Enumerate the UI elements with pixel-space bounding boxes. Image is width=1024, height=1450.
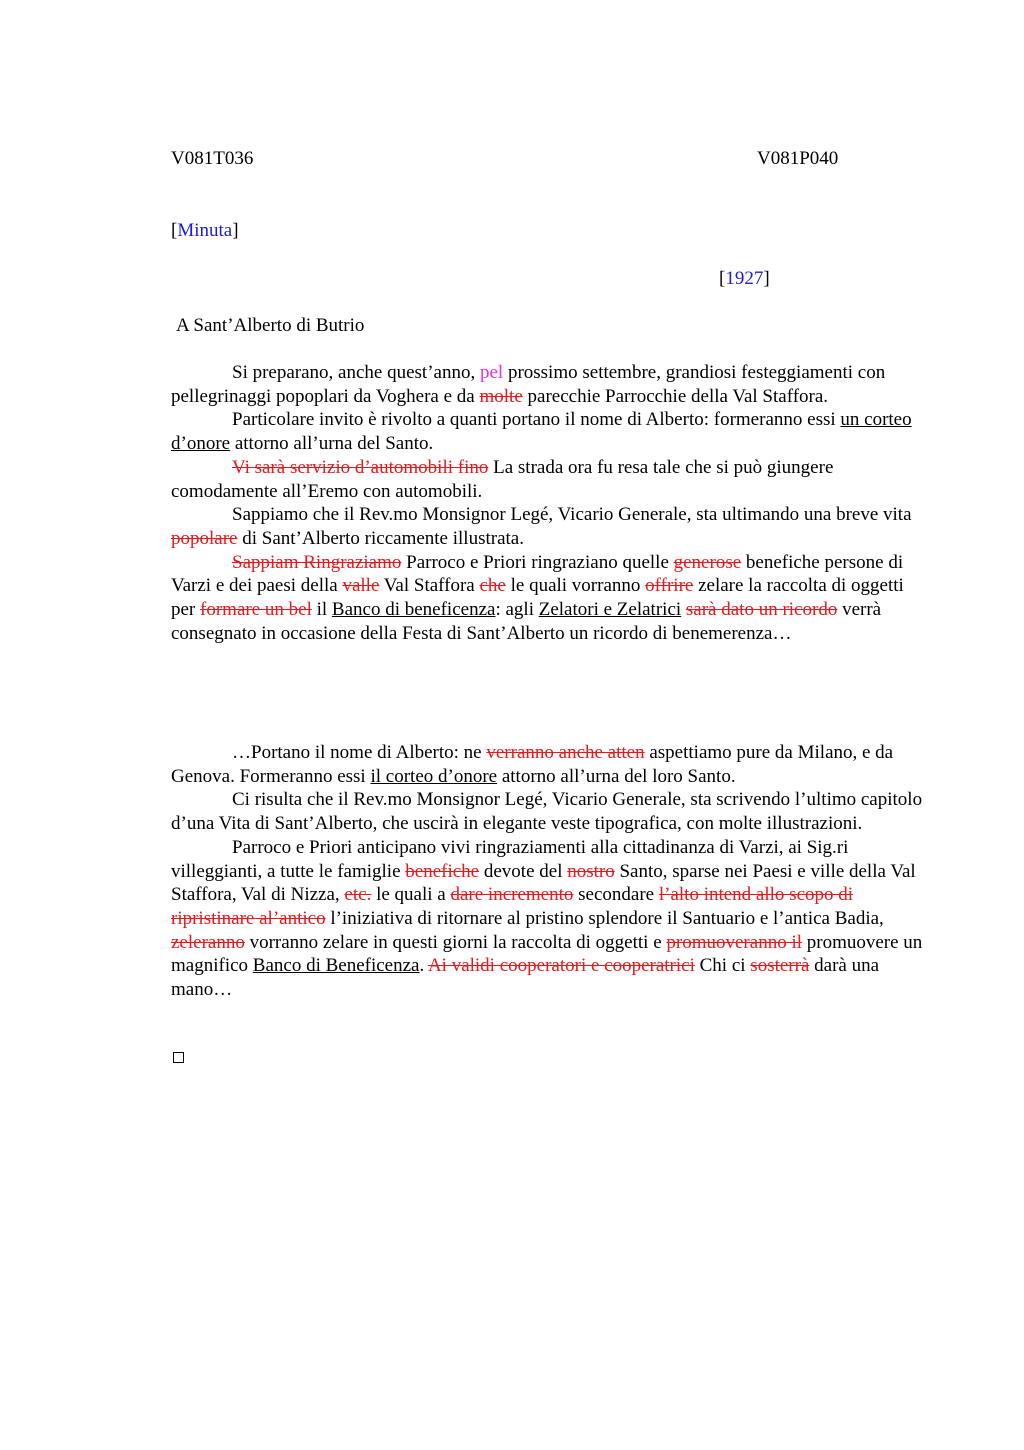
deleted-text: sarà dato un ricordo [685,599,838,621]
underlined-text: il corteo d’onore [370,765,498,787]
deleted-text: l’alto intend allo scopo di ripristinare al’antico [171,884,854,929]
deleted-text: sosterrà [750,955,810,977]
deleted-text: etc. [344,884,372,906]
deleted-text: offrire [645,575,694,597]
paragraph: Ci risulta che il Rev.mo Monsignor Legé, Vicario Generale, sta scrivendo l’ultimo capitolo d’una Vita di Sant’Alberto, che uscirà in elegante veste tipografica, con molte illustrazioni. [171,789,923,835]
date-label: [1927] [719,268,770,289]
underlined-text: un corteo d’onore [171,409,912,455]
paragraph: Sappiam Ringraziamo Parroco e Priori ringraziano quelle generose benefiche persone di Varzi e dei paesi della valle Val Staffora che le quali vorranno offrire zelare la raccolta di oggetti per formare un bel il Banco di beneficenza: agli Zelatori e Zelatrici sarà dato un ricordo verrà consegnato in occasione della Festa di Sant’Alberto un ricordo di benemerenza… [171,551,904,644]
archive-code-left: V081T036 [171,148,254,169]
deleted-text: generose [673,551,742,573]
document-title: A Sant’Alberto di Butrio [176,315,365,336]
deleted-text: nostro [567,860,615,882]
paragraph: Si preparano, anche quest’anno, pel prossimo settembre, grandiosi festeggiamenti con pellegrinaggi popoplari da Voghera e da molte parecchie Parrocchie della Val Staffora. [171,362,886,407]
paragraph: Particolare invito è rivolto a quanti portano il nome di Alberto: formeranno essi un corteo d’onore attorno all’urna del Santo. [171,409,912,455]
underlined-text: Banco di Beneficenza [252,955,420,977]
section-second-draft [171,741,931,1002]
paragraph: Sappiamo che il Rev.mo Monsignor Legé, Vicario Generale, sta ultimando una breve vita popolare di Sant’Alberto riccamente illustrata. [171,504,912,549]
deleted-text: Sappiam Ringraziamo [232,551,402,573]
deleted-text: valle [342,575,380,597]
deleted-text: molte [479,385,523,407]
deleted-text: verranno anche atten [486,742,645,763]
minuta-label: [Minuta] [171,220,239,241]
deleted-text: Ai validi cooperatori e cooperatrici [427,955,695,977]
deleted-text: promuoveranno il [666,931,802,953]
underlined-text: Banco di beneficenza [331,599,496,621]
end-square-icon [173,1052,184,1063]
deleted-text: popolare [171,527,238,549]
underlined-text: Zelatori e Zelatrici [538,599,682,621]
variant-word: pel [479,362,504,383]
minuta-text: Minuta [177,220,233,241]
deleted-text: zeleranno [171,931,245,953]
section-first-draft [171,361,931,645]
deleted-text: formare un bel [200,599,312,621]
year-text: 1927 [725,268,764,289]
archive-code-right: V081P040 [757,148,839,169]
paragraph: Vi sarà servizio d’automobili fino La strada ora fu resa tale che si può giungere comodamente all’Eremo con automobili. [171,456,834,502]
paragraph: …Portano il nome di Alberto: ne verranno anche atten aspettiamo pure da Milano, e da Genova. Formeranno essi il corteo d’onore attorno all’urna del loro Santo. [171,742,894,787]
deleted-text: che [479,575,506,597]
deleted-text: Vi sarà servizio d’automobili fino [232,456,489,478]
deleted-text: benefiche [405,860,480,882]
deleted-text: dare incremento [450,884,574,906]
paragraph: Parroco e Priori anticipano vivi ringraziamenti alla cittadinanza di Varzi, ai Sig.ri villeggianti, a tutte le famiglie benefiche devote del nostro Santo, sparse nei Paesi e ville della Val Staffora, Val di Nizza, etc. le quali a dare incremento secondare l’alto intend allo scopo di ripristinare al’antico l’iniziativa di ritornare al pristino splendore il Santuario e l’antica Badia, zeleranno vorranno zelare in questi giorni la raccolta di oggetti e promuoveranno il promuovere un magnifico Banco di Beneficenza. Ai validi cooperatori e cooperatrici Chi ci sosterrà darà una mano… [171,836,923,1001]
